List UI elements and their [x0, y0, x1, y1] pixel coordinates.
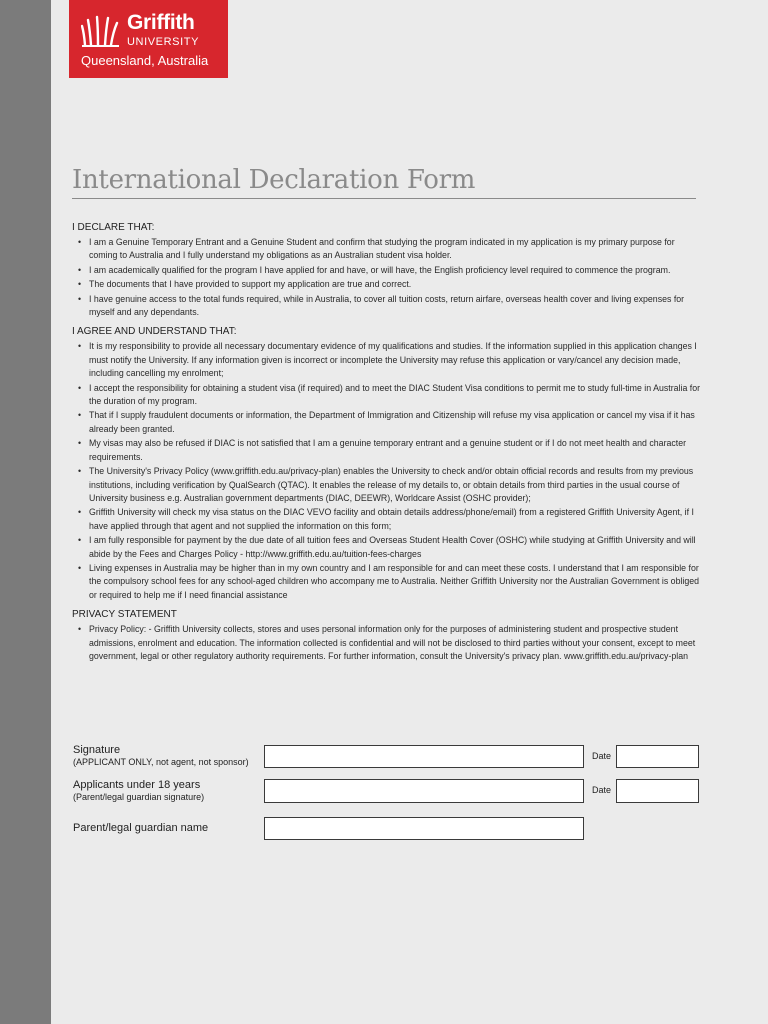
logo-name: Griffith	[127, 11, 195, 34]
guardian-signature-field[interactable]	[264, 779, 584, 803]
list-item: • The documents that I have provided to support my application are true and correct.	[72, 278, 702, 291]
list-item: • Living expenses in Australia may be higher than in my own country and I am responsible for and can meet these costs. I understand that I am responsible for the compulsory school fees for any school-aged children who accompany me to Australia. Neither Griffith University nor the Australian Government is obliged or required to help me if I need financial assistance	[72, 562, 702, 602]
section-heading-agree: I AGREE AND UNDERSTAND THAT:	[72, 326, 237, 338]
logo-university: UNIVERSITY	[127, 36, 200, 48]
list-item: • It is my responsibility to provide all necessary documentary evidence of my qualifications and studies. If the information supplied in this application changes I must notify the University. If any information given is incorrect or incomplete the University may refuse this application or vary/cancel any decision made, including cancelling my enrolment;	[72, 340, 702, 380]
guardian-name-field[interactable]	[264, 817, 584, 840]
list-item: • That if I supply fraudulent documents or information, the Department of Immigration and Citizenship will refuse my visa application or cancel my visa if it has already been granted.	[72, 409, 702, 436]
declaration-content	[72, 221, 702, 664]
guardian-date-label: Date	[592, 785, 612, 795]
list-item: • I am fully responsible for payment by the due date of all tuition fees and Overseas Student Health Cover (OSHC) while studying at Griffith University and will abide by the Fees and Charges Policy - http://www.griffith.edu.au/tuition-fees-charges	[72, 534, 702, 561]
privacy-list	[72, 623, 702, 663]
section-heading-privacy: PRIVACY STATEMENT	[72, 609, 177, 621]
agree-list	[72, 340, 702, 602]
guardian-signature-label-group	[73, 779, 204, 803]
signature-sublabel: (APPLICANT ONLY, not agent, not sponsor)	[73, 757, 249, 767]
logo-location: Queensland, Australia	[81, 53, 209, 68]
page-title: International Declaration Form	[72, 164, 696, 199]
guardian-signature-sublabel: (Parent/legal guardian signature)	[73, 792, 205, 802]
signature-label: Signature	[73, 744, 121, 756]
guardian-signature-label: Applicants under 18 years	[73, 779, 201, 791]
signature-date-label: Date	[592, 751, 612, 761]
guardian-name-label-group	[73, 822, 208, 835]
guardian-name-label: Parent/legal guardian name	[73, 822, 209, 834]
griffith-logo	[69, 0, 228, 78]
signature-label-group	[73, 744, 249, 768]
list-item: • Privacy Policy: - Griffith University collects, stores and uses personal information only for the purposes of administering student and prospective student admissions, enrolment and education. The information collected is confidential and will not be disclosed to third parties without your consent, except to meet government, legal or other regulatory authority requirements. For further information, consult the University's privacy plan. www.griffith.edu.au/privacy-plan	[72, 623, 702, 663]
list-item: • Griffith University will check my visa status on the DIAC VEVO facility and obtain details address/phone/email) from a registered Griffith University Agent, if I have applied through that agent and not supplied the information on this form;	[72, 506, 702, 533]
list-item: • I am academically qualified for the program I have applied for and have, or will have, the English proficiency level required to commence the program.	[72, 264, 702, 277]
left-margin-bar	[0, 0, 51, 1024]
list-item: • The University's Privacy Policy (www.griffith.edu.au/privacy-plan) enables the University to check and/or obtain official records and results from my previous institutions, including verification by QualSearch (QTAC). It enables the release of my details to, or obtain details from third parties in the usual course of University business e.g. Australian government departments (DIAC, DEEWR), Worldcare Assist (OSHC provider);	[72, 465, 702, 505]
list-item: • I am a Genuine Temporary Entrant and a Genuine Student and confirm that studying the program indicated in my application is my primary purpose for coming to Australia and I fully understand my obligations as an Australian student visa holder.	[72, 236, 702, 263]
list-item: • My visas may also be refused if DIAC is not satisfied that I am a genuine temporary entrant and a genuine student or if I do not meet health and character requirements.	[72, 437, 702, 464]
griffith-emblem-icon	[81, 15, 121, 49]
signature-date-field[interactable]	[616, 745, 699, 768]
guardian-date-field[interactable]	[616, 779, 699, 803]
list-item: • I have genuine access to the total funds required, while in Australia, to cover all tuition costs, return airfare, overseas health cover and living expenses for myself and any dependants.	[72, 293, 702, 320]
declare-list	[72, 236, 702, 319]
section-heading-declare: I DECLARE THAT:	[72, 222, 155, 233]
signature-field[interactable]	[264, 745, 584, 768]
list-item: • I accept the responsibility for obtaining a student visa (if required) and to meet the DIAC Student Visa conditions to permit me to study full-time in Australia for the duration of my program.	[72, 382, 702, 409]
